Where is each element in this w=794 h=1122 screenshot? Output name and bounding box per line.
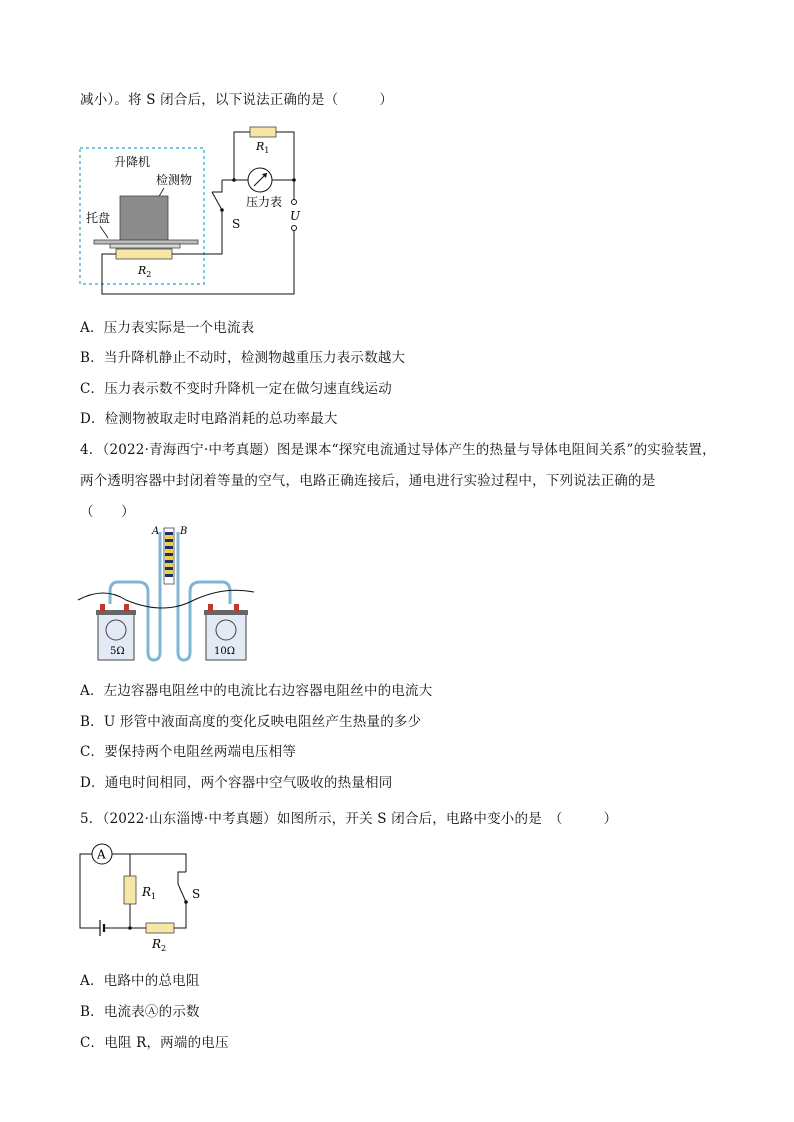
right-resistance-label: 10Ω — [214, 646, 236, 657]
q4-option-d: D．通电时间相同，两个容器中空气吸收的热量相同 — [80, 775, 393, 791]
r2-label: $R_2$ — [138, 264, 152, 279]
r2-label: $R_2$ — [152, 937, 167, 953]
q5-option-a: A．电路中的总电阻 — [80, 973, 200, 989]
test-object — [120, 196, 168, 240]
r1-resistor — [124, 876, 136, 904]
q5-option-c: C．电阻 R，两端的电压 — [80, 1035, 229, 1051]
q3-option-a: A．压力表实际是一个电流表 — [80, 320, 255, 336]
q4-stem-line1: 4．（2022·青海西宁·中考真题）图是课本“探究电流通过导体产生的热量与导体电阻间关系”的实验装置， — [80, 442, 716, 458]
q5-stem: 5．（2022·山东淄博·中考真题）如图所示，开关 S 闭合后，电路中变小的是 （ ） — [80, 811, 618, 827]
q3-stem-tail: 减小）。将 S 闭合后，以下说法正确的是（ ） — [80, 92, 394, 108]
q5-option-b: B．电流表Ⓐ的示数 — [80, 1004, 200, 1020]
object-label: 检测物 — [156, 173, 193, 187]
q3-option-b: B．当升降机静止不动时，检测物越重压力表示数越大 — [80, 350, 406, 366]
r1-label: $R_1$ — [256, 140, 270, 155]
ammeter-label: A — [97, 847, 106, 862]
q4-stem-line3: （ ） — [80, 504, 135, 520]
tray-label: 托盘 — [86, 211, 111, 225]
r1-label: $R_1$ — [142, 885, 157, 901]
r1-resistor — [250, 127, 276, 137]
r2-resistor — [116, 249, 172, 259]
tube-b-label: B — [180, 526, 188, 537]
q4-option-a: A．左边容器电阻丝中的电流比右边容器电阻丝中的电流大 — [80, 683, 433, 699]
q5-circuit-diagram — [74, 840, 224, 955]
elevator-label: 升降机 — [114, 155, 151, 169]
q3-option-d: D．检测物被取走时电路消耗的总功率最大 — [80, 411, 338, 427]
r2-resistor — [146, 923, 174, 933]
q4-heat-experiment-diagram — [74, 522, 274, 670]
tray — [94, 240, 198, 244]
switch-label: S — [232, 217, 241, 231]
pressure-meter-label: 压力表 — [246, 195, 283, 209]
q4-option-c: C．要保持两个电阻丝两端电压相等 — [80, 744, 297, 760]
switch-s — [212, 192, 222, 210]
voltage-label: U — [290, 209, 301, 223]
q3-option-c: C．压力表示数不变时升降机一定在做匀速直线运动 — [80, 381, 392, 397]
q3-elevator-circuit-diagram — [74, 118, 314, 300]
tube-a-label: A — [152, 526, 160, 537]
left-resistance-label: 5Ω — [110, 646, 125, 657]
q4-option-b: B．U 形管中液面高度的变化反映电阻丝产生热量的多少 — [80, 714, 422, 730]
q4-stem-line2: 两个透明容器中封闭着等量的空气，电路正确连接后，通电进行实验过程中，下列说法正确的是 — [80, 473, 656, 489]
switch-label: S — [192, 887, 201, 901]
switch-s — [178, 884, 186, 902]
